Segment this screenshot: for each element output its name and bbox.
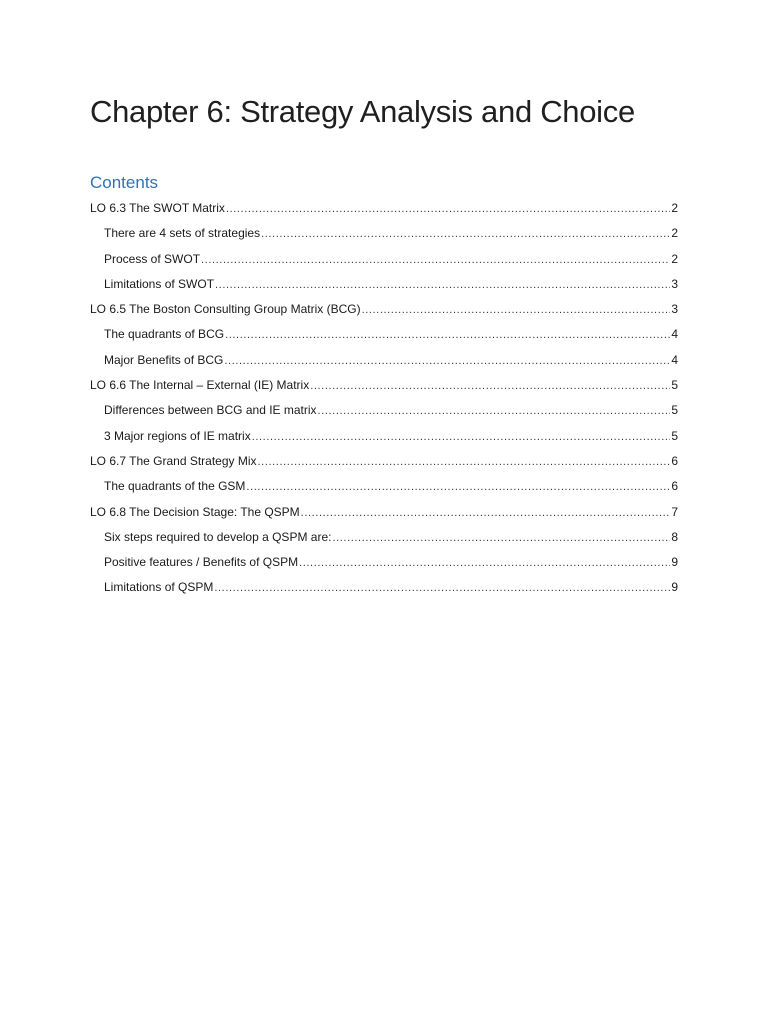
toc-page-number[interactable]: 4 (671, 327, 678, 342)
toc-dot-leader (201, 248, 670, 272)
toc-dot-leader (332, 526, 670, 550)
table-of-contents (90, 196, 678, 601)
toc-dot-leader (226, 197, 670, 221)
toc-entry-text[interactable]: 3 Major regions of IE matrix (104, 428, 251, 443)
toc-entry-text[interactable]: LO 6.3 The SWOT Matrix (90, 201, 225, 215)
toc-page-number[interactable]: 6 (671, 453, 678, 468)
toc-entry[interactable] (90, 348, 678, 373)
toc-page-number[interactable]: 6 (671, 479, 678, 494)
toc-entry[interactable] (90, 221, 678, 246)
toc-entry-text[interactable]: Positive features / Benefits of QSPM (104, 555, 299, 570)
toc-page-number[interactable]: 3 (671, 276, 678, 291)
toc-entry-text[interactable]: LO 6.6 The Internal – External (IE) Matrix (90, 378, 310, 393)
toc-page-number[interactable]: 5 (671, 428, 678, 443)
toc-dot-leader (258, 450, 671, 474)
toc-entry[interactable] (90, 474, 678, 499)
toc-entry-text[interactable]: The quadrants of BCG (104, 327, 225, 342)
toc-page-number[interactable]: 3 (671, 302, 678, 317)
toc-dot-leader (252, 425, 671, 449)
toc-page-number[interactable]: 8 (671, 529, 678, 544)
toc-entry-text[interactable]: Limitations of SWOT (104, 276, 215, 291)
toc-page-number[interactable]: 5 (671, 378, 678, 393)
toc-dot-leader (261, 222, 670, 246)
toc-entry[interactable] (90, 373, 678, 398)
toc-entry[interactable] (90, 322, 678, 347)
toc-dot-leader (299, 551, 670, 575)
toc-entry-text[interactable]: Differences between BCG and IE matrix (104, 403, 317, 418)
toc-entry-text[interactable]: Process of SWOT (104, 251, 201, 266)
toc-dot-leader (225, 323, 670, 347)
toc-entry[interactable] (90, 272, 678, 297)
toc-entry-text[interactable]: Six steps required to develop a QSPM are: (104, 529, 332, 544)
toc-dot-leader (301, 501, 671, 525)
toc-entry[interactable] (90, 247, 678, 272)
toc-entry[interactable] (90, 398, 678, 423)
toc-dot-leader (215, 273, 670, 297)
toc-entry-text[interactable]: LO 6.5 The Boston Consulting Group Matrix (BCG) (90, 302, 361, 317)
toc-entry[interactable] (90, 196, 678, 221)
toc-page-number[interactable]: 9 (671, 555, 678, 570)
toc-page-number[interactable]: 5 (671, 403, 678, 418)
toc-entry-text[interactable]: Limitations of QSPM (104, 580, 214, 595)
toc-entry-text[interactable]: There are 4 sets of strategies (104, 226, 261, 241)
toc-dot-leader (362, 298, 671, 322)
toc-page-number[interactable]: 9 (671, 580, 678, 595)
toc-dot-leader (214, 576, 670, 600)
toc-entry[interactable] (90, 575, 678, 600)
toc-entry-text[interactable]: Major Benefits of BCG (104, 352, 224, 367)
toc-dot-leader (318, 399, 671, 423)
toc-entry[interactable] (90, 449, 678, 474)
chapter-title: Chapter 6: Strategy Analysis and Choice (90, 94, 635, 129)
toc-entry-text[interactable]: The quadrants of the GSM (104, 479, 246, 494)
toc-page-number[interactable]: 2 (671, 226, 678, 241)
toc-heading: Contents (90, 173, 159, 192)
toc-entry[interactable] (90, 500, 678, 525)
toc-entry-text[interactable]: LO 6.7 The Grand Strategy Mix (90, 453, 257, 468)
toc-entry[interactable] (90, 525, 678, 550)
toc-dot-leader (246, 475, 670, 499)
toc-page-number[interactable]: 2 (671, 251, 678, 266)
toc-entry[interactable] (90, 424, 678, 449)
toc-page-number[interactable]: 2 (671, 201, 678, 215)
toc-entry[interactable] (90, 550, 678, 575)
toc-dot-leader (310, 374, 670, 398)
toc-page-number[interactable]: 7 (671, 504, 678, 519)
toc-dot-leader (224, 349, 670, 373)
toc-page-number[interactable]: 4 (671, 352, 678, 367)
toc-entry[interactable] (90, 297, 678, 322)
toc-entry-text[interactable]: LO 6.8 The Decision Stage: The QSPM (90, 504, 300, 519)
